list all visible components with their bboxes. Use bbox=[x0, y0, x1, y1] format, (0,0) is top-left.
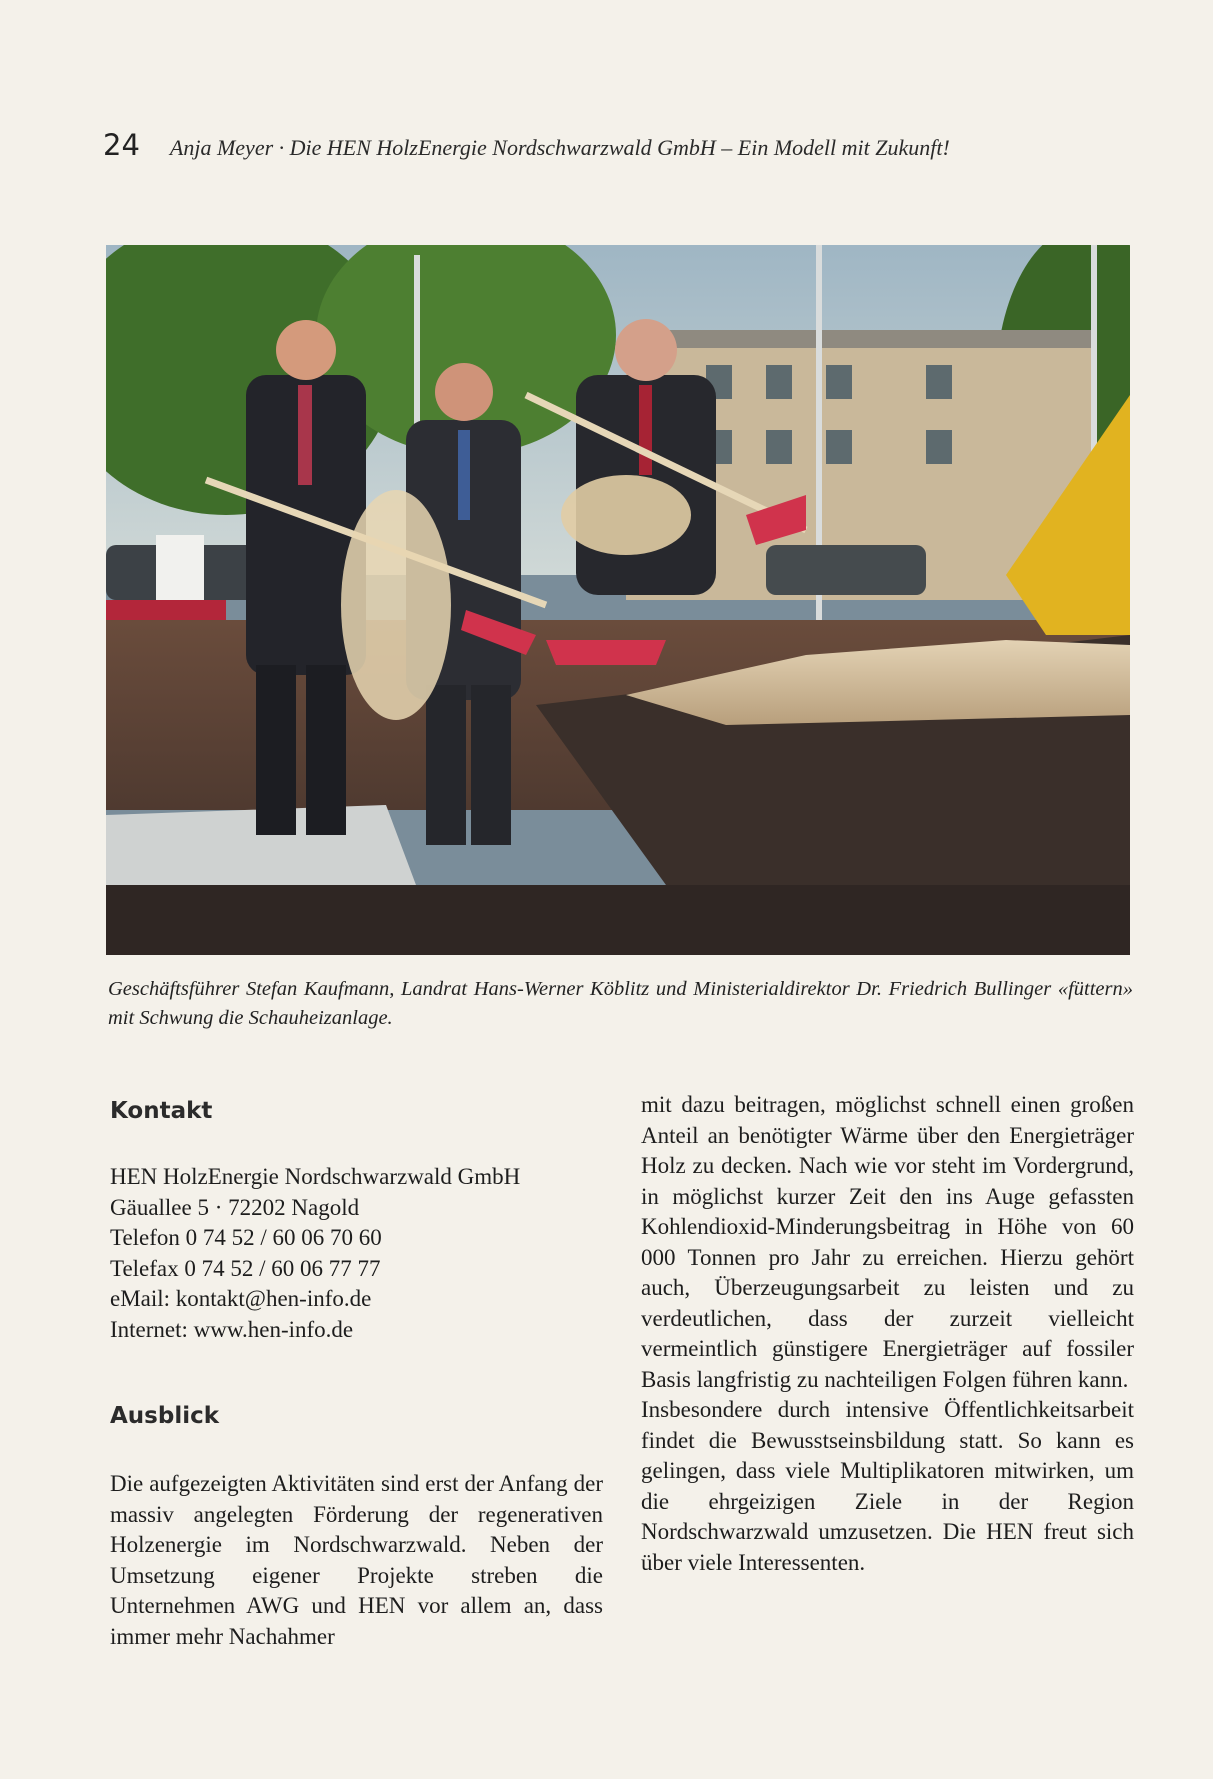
running-header bbox=[103, 128, 1103, 162]
flying-chips bbox=[341, 490, 451, 720]
contact-details bbox=[110, 1162, 603, 1345]
flower-bed bbox=[106, 600, 226, 622]
left-column bbox=[110, 1098, 603, 1652]
ausblick-paragraph: Die aufgezeigten Aktivitäten sind erst der Anfang der massiv angelegten Förderung der regenerativen Holzenergie im Nordschwarzwald. Neben der Umsetzung eigener Projekte streben die Unternehmen AWG und HEN vor allem an, dass immer mehr Nachahmer bbox=[110, 1471, 603, 1649]
right-paragraph-2: Insbesondere durch intensive Öffentlichkeitsarbeit findet die Bewusstseinsbildung statt. So kann es gelingen, dass viele Multiplikatoren mitwirken, um die ehrgeizigen Ziele in der Region Nordschwarzwald umzusetzen. Die HEN freut sich über viele Interessenten. bbox=[641, 1397, 1134, 1575]
contact-company: HEN HolzEnergie Nordschwarzwald GmbH bbox=[110, 1164, 521, 1189]
right-column bbox=[641, 1090, 1134, 1578]
contact-address: Gäuallee 5 · 72202 Nagold bbox=[110, 1194, 360, 1220]
page-number: 24 bbox=[103, 128, 140, 162]
photo-caption: Geschäftsführer Stefan Kaufmann, Landrat Hans-Werner Köblitz und Ministerialdirektor Dr. Friedrich Bullinger «füttern» mit Schwung die Schauheizanlage. bbox=[108, 978, 1133, 1029]
contact-internet: Internet: www.hen-info.de bbox=[110, 1316, 354, 1342]
contact-fax: Telefax 0 74 52 / 60 06 77 77 bbox=[110, 1255, 381, 1281]
ausblick-heading: Ausblick bbox=[110, 1403, 220, 1429]
contact-heading: Kontakt bbox=[110, 1098, 213, 1124]
contact-email: eMail: kontakt@hen-info.de bbox=[110, 1286, 372, 1311]
photo-illustration bbox=[106, 245, 1130, 955]
running-title: Anja Meyer · Die HEN HolzEnergie Nordschwarzwald GmbH – Ein Modell mit Zukunft! bbox=[169, 135, 950, 160]
photo bbox=[106, 245, 1130, 955]
right-paragraph-1: mit dazu beitragen, möglichst schnell einen großen Anteil an benötigter Wärme über den Energieträger Holz zu decken. Nach wie vor steht im Vordergrund, in möglichst kurzer Zeit den ins Auge gefassten Kohlendioxid-Minderungsbeitrag in Höhe von 60 000 Tonnen pro Jahr zu erreichen. Hierzu gehört auch, Überzeugungsarbeit zu leisten und zu verdeutlichen, dass der zurzeit vielleicht vermeintlich günstigere Energieträger auf fossiler Basis langfristig zu nachteiligen Folgen führen kann. bbox=[641, 1092, 1134, 1392]
contact-phone: Telefon 0 74 52 / 60 06 70 60 bbox=[110, 1225, 382, 1250]
foreground-edge bbox=[106, 885, 1130, 955]
